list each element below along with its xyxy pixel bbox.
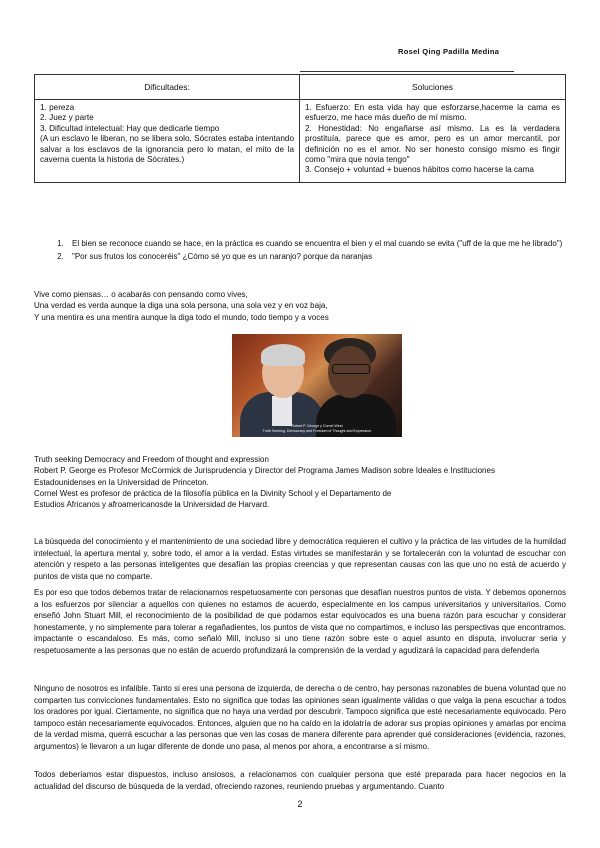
list-item: 1. El bien se reconoce cuando se hace, en la práctica es cuando se encuentra el bien y el mal cuando se evita ("uff de la que me he librado")	[66, 238, 592, 249]
quote-line: Vive como piensas… o acabarás con pensando como vives,	[34, 290, 248, 299]
table-row	[35, 100, 566, 183]
quote-block	[34, 289, 574, 323]
solution-item: 1. Esfuerzo: En esta vida hay que esforzarse,hacerme la cama es esfuerzo, me hace más dueño de mí mismo.	[305, 103, 560, 123]
difficulty-item: 2. Juez y parte	[40, 113, 94, 123]
solution-item: 2. Honestidad: No engañarse así mismo. La es la verdadera prostituía, parece que es amor, pero es un amor mercantil, por definición no es el amor. No ser honesto consigo mismo es fingir como "mira que novia tengo"	[305, 123, 560, 165]
difficulty-item: 3. Dificultad intelectual: Hay que dedicarle tiempo	[40, 123, 220, 133]
quote-line: Una verdad es verda aunque la diga una sola persona, una sola vez y en voz baja,	[34, 301, 328, 311]
bio-line: Estudios Africanos y afroamericanosde la Universidad de Harvard.	[34, 500, 270, 510]
col-header-difficulties: Dificultades:	[35, 75, 300, 100]
body-paragraph: La búsqueda del conocimiento y el mantenimiento de una sociedad libre y democrática requieren el cultivo y la práctica de las virtudes de la humildad intelectual, la apertura mental y, sobre todo, el amor a la verdad. Estas virtudes se manifestarán y se fortalecerán con la voluntad de escuchar con atención y respeto a las personas inteligentes que desafían las propias creencias y que representan causas con las que uno no está de acuerdo y puntos de vista que no comparte.	[34, 537, 566, 581]
author-name: Rosel Qing Padilla Medina	[398, 47, 500, 56]
photo-caption-line: Truth Seeking, Democracy and Freedom of Thought and Expression	[262, 428, 372, 433]
difficulties-solutions-table	[34, 74, 566, 183]
page-number: 2	[297, 799, 303, 809]
photo-caption	[232, 424, 402, 433]
list-item: 2. "Por sus frutos los conoceréis" ¿Cómo sé yo que es un naranjo? porque da naranjas	[66, 251, 592, 262]
photo-caption-line: Robert P. George y Cornel West	[291, 424, 343, 429]
speakers-bio	[34, 454, 574, 510]
bio-line: Robert P. George es Profesor McCormick de Jurisprudencia y Director del Programa James Madison sobre Ideales e Instituciones	[34, 466, 495, 476]
body-paragraph: Ninguno de nosotros es infalible. Tanto si eres una persona de izquierda, de derecha o de centro, hay personas razonables de buena voluntad que no comparten tus convicciones fundamentales. Esto no significa que todas las opiniones sean igualmente válidas o que valga la pena escuchar a todos los oradores por igual. Ciertamente, no significa que no haya una verdad por descubrir. Tampoco significa que esté necesariamente equivocado. Pero tampoco están necesariamente equivocados. Entonces, alguien que no ha caído en la idolatría de adorar sus propias opiniones y amarlas por encima de la verdad misma, querrá escuchar a las personas que ven las cosas de manera diferente para aprender qué consideraciones (evidencia, razones, argumentos) le llevaron a un lugar diferente de donde uno pasa, al menos por ahora, a encontrarse a sí mismo.	[34, 684, 566, 751]
table-header-row	[35, 75, 566, 100]
bio-line: Truth seeking Democracy and Freedom of thought and expression	[34, 455, 269, 464]
col-header-solutions: Soluciones	[300, 75, 566, 100]
numbered-list	[40, 238, 592, 264]
body-paragraph: Es por eso que todos debemos tratar de relacionarnos respetuosamente con personas que desafían nuestros puntos de vista. Y debemos oponernos a los esfuerzos por silenciar a aquellos con quienes no estamos de acuerdo, especialmente en los campus universitarios y universitarios. Como enseñó John Stuart Mill, el reconocimiento de la posibilidad de que podamos estar equivocados es una buena razón para escuchar y considerar honestamente, y no simplemente para tolerar a regañadientes, los puntos de vista que no compartimos, e incluso las perspectivas que encontramos. impactante o escandaloso. Es más, como señaló Mill, incluso si uno tiene razón sobre este o aquel asunto en disputa, involucrar seria y respetuosamente a las personas que no están de acuerdo profundizará la comprensión de la verdad y agudizará la capacidad para defenderla	[34, 588, 566, 655]
header-rule	[300, 71, 514, 72]
difficulties-cell	[35, 100, 300, 183]
bio-line: Cornel West es profesor de práctica de la filosofía pública en la Divinity School y el Departamento de	[34, 488, 392, 498]
difficulty-note: (A un esclavo le liberan, no se libera solo, Sócrates estaba intentando salvar a los esclavos de la ignorancia pero lo matan, el mito de la caverna cuenta la historia de Sócrates.)	[40, 134, 294, 165]
quote-line: Y una mentira es una mentira aunque la diga todo el mundo, todo tiempo y a voces	[34, 312, 329, 322]
solution-item: 3. Consejo + voluntad + buenos hábitos como hacerse la cama	[305, 165, 534, 175]
difficulty-item: 1. pereza	[40, 103, 75, 112]
bio-line: Estadounidenses en la Universidad de Princeton.	[34, 477, 209, 487]
speakers-photo	[232, 334, 402, 437]
body-paragraph: Todos deberíamos estar dispuestos, incluso ansiosos, a relacionarnos con cualquier persona que esté preparada para hacer negocios en la actualidad del discurso de búsqueda de la verdad, ofreciendo razones, reuniendo pruebas y argumentando. Cuanto	[34, 770, 566, 791]
solutions-cell	[300, 100, 566, 183]
